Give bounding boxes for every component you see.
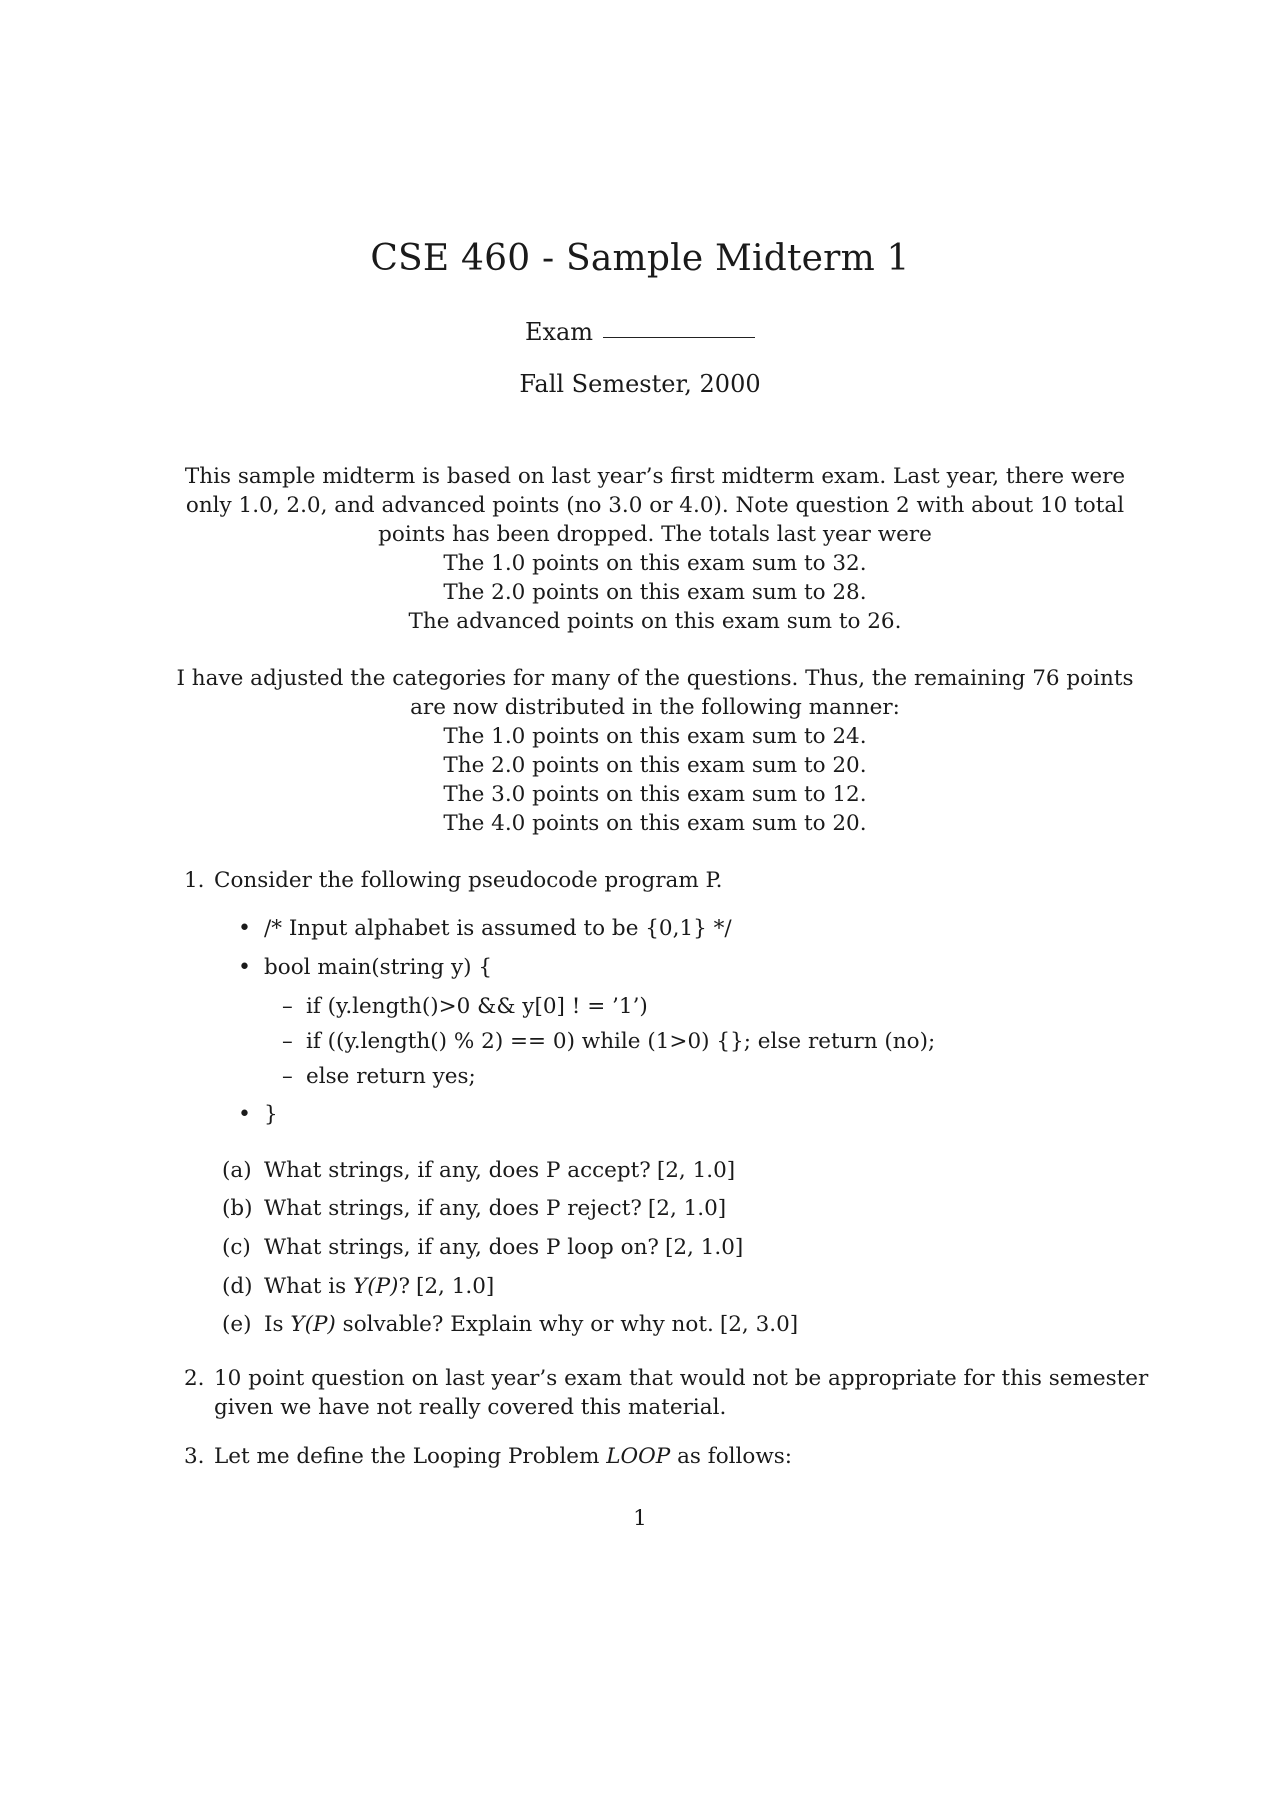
part-label: (a) (222, 1158, 252, 1183)
question-3 (184, 1442, 1174, 1471)
question-part-c (222, 1235, 743, 1260)
code-line: else return yes; (306, 1064, 476, 1089)
math-expression: Y(P) (353, 1274, 399, 1299)
code-line: if ((y.length() % 2) == 0) while (1>0) {}; else return (no); (306, 1029, 936, 1054)
math-expression: Y(P) (290, 1312, 336, 1337)
part-label: (c) (222, 1235, 251, 1260)
question-2 (184, 1364, 1174, 1422)
points-sum-line: The 2.0 points on this exam sum to 20. (443, 753, 867, 778)
points-sum-line: The 1.0 points on this exam sum to 32. (443, 551, 867, 576)
points-sum-line: The 3.0 points on this exam sum to 12. (443, 782, 867, 807)
question-text: Consider the following pseudocode program P. (214, 868, 723, 893)
page-title: CSE 460 - Sample Midterm 1 (370, 238, 910, 279)
problem-name: LOOP (606, 1444, 671, 1469)
part-text: What strings, if any, does P accept? (264, 1158, 651, 1183)
code-line: /* Input alphabet is assumed to be {0,1} */ (264, 916, 732, 941)
bullet-icon: • (238, 916, 251, 941)
points-sum-line: The advanced points on this exam sum to 26. (408, 609, 902, 634)
points-sum-line: The 4.0 points on this exam sum to 20. (443, 811, 867, 836)
part-text: Is (264, 1312, 284, 1337)
code-bullet (238, 1102, 278, 1127)
intro-paragraph-1 (160, 462, 1150, 636)
page-number: 1 (633, 1506, 647, 1531)
part-label: (b) (222, 1196, 253, 1221)
part-marks: [2, 1.0] (656, 1158, 736, 1183)
code-dash-item (282, 1029, 935, 1054)
intro-paragraph-2 (160, 664, 1150, 838)
question-part-d (222, 1274, 494, 1299)
code-line: } (264, 1102, 278, 1127)
points-sum-line: The 1.0 points on this exam sum to 24. (443, 724, 867, 749)
semester: Fall Semester, 2000 (519, 370, 761, 398)
part-marks: [2, 1.0] (415, 1274, 495, 1299)
code-dash-item (282, 1064, 476, 1089)
question-1 (184, 866, 1174, 895)
question-text (214, 1442, 1174, 1471)
exam-blank-line (603, 337, 755, 338)
question-part-b (222, 1196, 726, 1221)
part-label: (e) (222, 1312, 252, 1337)
part-marks: [2, 1.0] (647, 1196, 727, 1221)
question-part-e (222, 1312, 798, 1337)
part-label: (d) (222, 1274, 253, 1299)
bullet-icon: • (238, 1102, 251, 1127)
code-line: bool main(string y) { (264, 955, 492, 980)
question-number: 1. (184, 868, 205, 893)
dash-icon: – (282, 1064, 293, 1089)
question-number: 2. (184, 1366, 205, 1391)
part-marks: [2, 3.0] (719, 1312, 799, 1337)
code-bullet (238, 955, 492, 980)
dash-icon: – (282, 1029, 293, 1054)
code-dash-item (282, 994, 648, 1019)
part-marks: [2, 1.0] (664, 1235, 744, 1260)
question-text-part: as follows: (677, 1444, 793, 1469)
intro-text: This sample midterm is based on last year’s first midterm exam. Last year, there were only 1.0, 2.0, and advanced points (no 3.0 or 4.0). Note question 2 with about 10 total points has been dropped. The totals last year were (184, 464, 1126, 547)
question-text-part: Let me define the Looping Problem (214, 1444, 600, 1469)
points-sum-line: The 2.0 points on this exam sum to 28. (443, 580, 867, 605)
question-number: 3. (184, 1444, 205, 1469)
part-text: ? (398, 1274, 410, 1299)
code-bullet (238, 916, 732, 941)
question-text: 10 point question on last year’s exam that would not be appropriate for this semester given we have not really covered this material. (214, 1366, 1149, 1420)
intro-text: I have adjusted the categories for many of the questions. Thus, the remaining 76 points are now distributed in the following manner: (176, 666, 1134, 720)
exam-name-line (0, 318, 1280, 346)
part-text: What strings, if any, does P loop on? (264, 1235, 659, 1260)
bullet-icon: • (238, 955, 251, 980)
dash-icon: – (282, 994, 293, 1019)
code-line: if (y.length()>0 && y[0] ! = ’1’) (306, 994, 648, 1019)
part-text: solvable? Explain why or why not. (342, 1312, 714, 1337)
exam-label: Exam (524, 318, 594, 346)
part-text: What strings, if any, does P reject? (264, 1196, 642, 1221)
question-part-a (222, 1158, 735, 1183)
part-text: What is (264, 1274, 347, 1299)
